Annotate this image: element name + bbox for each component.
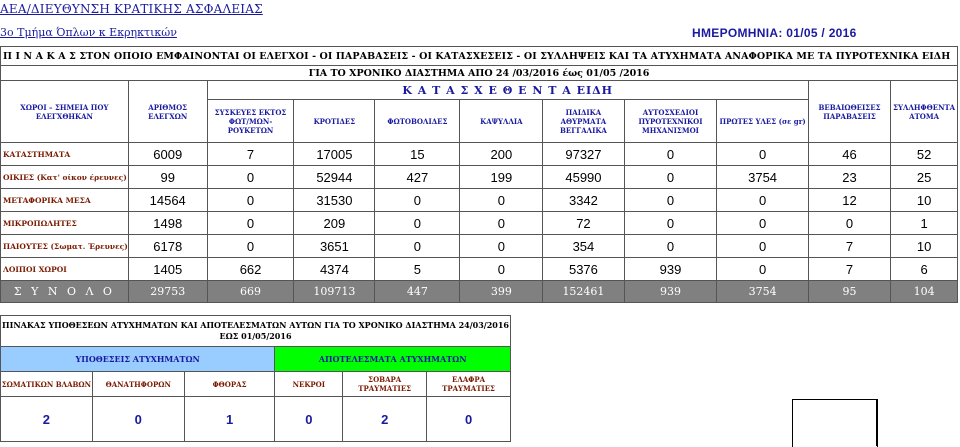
col-header-fatal: ΘΑΝΑΤΗΦΟΡΩΝ [92,372,184,397]
cell-value: 31530 [294,189,375,212]
accident-value: 0 [427,397,511,442]
cell-value: 12 [808,189,890,212]
cell-value: 0 [717,189,808,212]
row-label: ΠΑΙΟΥΤΕΣ (Σωματ. Έρευνες) [1,235,129,258]
accidents-title: ΠΙΝΑΚΑΣ ΥΠΟΘΕΣΕΩΝ ΑΤΥΧΗΜΑΤΩΝ ΚΑΙ ΑΠΟΤΕΛΕΣΜΑΤΩΝ ΑΥΤΩΝ ΓΙΑ ΤΟ ΧΡΟΝΙΚΟ ΔΙΑΣΤΗΜΑ 24/03/2016 ΕΩΣ 01/05/2016 [1,316,511,347]
col-header-damage: ΦΘΟΡΑΣ [184,372,275,397]
col-header-light-injuries: ΕΛΑΦΡΑ ΤΡΑΥΜΑΤΙΕΣ [427,372,511,397]
cell-value: 0 [207,166,294,189]
table-row [1,166,958,189]
col-header-raw-materials: ΠΡΩΤΕΣ ΥΛΕΣ (σε gr) [717,100,808,143]
accident-value: 2 [1,397,93,442]
total-value: 152461 [543,281,624,303]
cell-value: 0 [624,189,717,212]
col-header-firecrackers: ΚΡΟΤΙΔΕΣ [294,100,375,143]
cell-value: 7 [808,258,890,281]
cell-value: 17005 [294,143,375,166]
cell-value: 3651 [294,235,375,258]
accident-results-header: ΑΠΟΤΕΛΕΣΜΑΤΑ ΑΤΥΧΗΜΑΤΩΝ [275,347,511,372]
table-row [1,212,958,235]
cell-value: 52944 [294,166,375,189]
cell-value: 4374 [294,258,375,281]
report-date: ΗΜΕΡΟΜΗΝΙΑ: 01/05 / 2016 [692,26,857,40]
cell-value: 200 [460,143,543,166]
accident-value: 2 [343,397,427,442]
cell-value: 0 [808,212,890,235]
cell-value: 5376 [543,258,624,281]
col-header-flares: ΦΩΤΟΒΟΛΙΔΕΣ [375,100,460,143]
cell-value: 99 [128,166,207,189]
cell-value: 52 [891,143,958,166]
main-table [0,46,958,303]
department-name: 3ο Τμήμα Όπλων κ Εκρηκτικών [0,26,177,39]
row-label: ΜΙΚΡΟΠΩΛΗΤΕΣ [1,212,129,235]
cell-value: 939 [624,258,717,281]
cell-value: 0 [624,235,717,258]
total-value: 939 [624,281,717,303]
total-label: Σ Υ Ν Ο Λ Ο [1,281,129,303]
cell-value: 0 [624,212,717,235]
cell-value: 7 [207,143,294,166]
cell-value: 0 [375,235,460,258]
total-value: 447 [375,281,460,303]
main-title-line2: ΓΙΑ ΤΟ ΧΡΟΝΙΚΟ ΔΙΑΣΤΗΜΑ ΑΠΟ 24 /03/2016 έως 01/05 /2016 [1,66,958,81]
cell-value: 6178 [128,235,207,258]
total-value: 109713 [294,281,375,303]
col-header-violations: ΒΕΒΑΙΩΘΕΙΣΕΣ ΠΑΡΑΒΑΣΕΙΣ [808,81,890,143]
cell-value: 7 [808,235,890,258]
col-header-dead: ΝΕΚΡΟΙ [275,372,343,397]
cell-value: 199 [460,166,543,189]
cell-value: 0 [460,235,543,258]
cell-value: 662 [207,258,294,281]
cell-value: 3754 [717,166,808,189]
cell-value: 5 [375,258,460,281]
cell-value: 46 [808,143,890,166]
agency-title: ΑΕΑ/ΔΙΕΥΘΥΝΣΗ ΚΡΑΤΙΚΗΣ ΑΣΦΑΛΕΙΑΣ [0,2,263,16]
cell-value: 15 [375,143,460,166]
cell-value: 0 [717,235,808,258]
col-header-arrests: ΣΥΛΛΗΦΘΕΝΤΑ ΑΤΟΜΑ [891,81,958,143]
cell-value: 1 [891,212,958,235]
cell-value: 0 [624,143,717,166]
cell-value: 354 [543,235,624,258]
col-header-toys: ΠΑΙΔΙΚΑ ΑΘΥΡΜΑΤΑ ΒΕΓΓΑΛΙΚΑ [543,100,624,143]
cell-value: 0 [375,212,460,235]
cell-value: 23 [808,166,890,189]
accident-value: 0 [92,397,184,442]
cell-value: 0 [717,212,808,235]
cell-value: 1498 [128,212,207,235]
cell-value: 45990 [543,166,624,189]
cell-value: 25 [891,166,958,189]
cell-value: 0 [375,189,460,212]
cell-value: 0 [717,258,808,281]
table-row [1,235,958,258]
total-value: 3754 [717,281,808,303]
cell-value: 0 [460,189,543,212]
total-value: 399 [460,281,543,303]
col-header-caps: ΚΑΨΥΛΛΙΑ [460,100,543,143]
table-row [1,189,958,212]
col-header-places: ΧΩΡΟΙ – ΣΗΜΕΙΑ ΠΟΥ ΕΛΕΓΧΘΗΚΑΝ [1,81,129,143]
seized-items-header: Κ Α Τ Α Σ Χ Ε Θ Ε Ν Τ Α ΕΙΔΗ [207,81,808,100]
cell-value: 10 [891,235,958,258]
main-title-line1: Π Ι Ν Α Κ Α Σ ΣΤΟΝ ΟΠΟΙΟ ΕΜΦΑΙΝΟΝΤΑΙ ΟΙ ΕΛΕΓΧΟΙ - ΟΙ ΠΑΡΑΒΑΣΕΙΣ - ΟΙ ΚΑΤΑΣΧΕΣΕΙΣ - ΟΙ ΣΥΛΛΗΨΕΙΣ ΚΑΙ ΤΑ ΑΤΥΧΗΜΑΤΑ ΑΝΑΦΟΡΙΚΑ ΜΕ ΤΑ ΠΥΡΟΤΕΧΝΙΚΑ ΕΙΔΗ [1,47,958,66]
accidents-table [0,315,511,442]
accident-value: 1 [184,397,275,442]
total-value: 669 [207,281,294,303]
total-value: 29753 [128,281,207,303]
cell-value: 209 [294,212,375,235]
cell-value: 0 [460,212,543,235]
cell-value: 3342 [543,189,624,212]
cell-value: 0 [207,189,294,212]
cell-value: 6009 [128,143,207,166]
total-row [1,281,958,303]
total-value: 104 [891,281,958,303]
table-row [1,143,958,166]
cell-value: 6 [891,258,958,281]
cell-value: 72 [543,212,624,235]
empty-box [792,399,878,447]
cell-value: 0 [207,212,294,235]
table-row [1,258,958,281]
accident-cases-header: ΥΠΟΘΕΣΕΙΣ ΑΤΥΧΗΜΑΤΩΝ [1,347,275,372]
col-header-bodily-harm: ΣΩΜΑΤΙΚΩΝ ΒΛΑΒΩΝ [1,372,93,397]
cell-value: 0 [460,258,543,281]
cell-value: 10 [891,189,958,212]
row-label: ΜΕΤΑΦΟΡΙΚΑ ΜΕΣΑ [1,189,129,212]
cell-value: 97327 [543,143,624,166]
cell-value: 0 [717,143,808,166]
cell-value: 1405 [128,258,207,281]
row-label: ΛΟΙΠΟΙ ΧΩΡΟΙ [1,258,129,281]
col-header-checks: ΑΡΙΘΜΟΣ ΕΛΕΓΧΩΝ [128,81,207,143]
row-label: ΟΙΚΙΕΣ (Κατ' οίκον έρευνες) [1,166,129,189]
empty-box [876,399,959,446]
accident-value: 0 [275,397,343,442]
cell-value: 0 [624,166,717,189]
cell-value: 0 [207,235,294,258]
cell-value: 427 [375,166,460,189]
col-header-devices: ΣΥΣΚΕΥΕΣ ΕΚΤΟΣ ΦΩΤ/ΜΩΝ-ΡΟΥΚΕΤΩΝ [207,100,294,143]
col-header-serious-injuries: ΣΟΒΑΡΑ ΤΡΑΥΜΑΤΙΕΣ [343,372,427,397]
row-label: ΚΑΤΑΣΤΗΜΑΤΑ [1,143,129,166]
total-value: 95 [808,281,890,303]
cell-value: 14564 [128,189,207,212]
col-header-improvised: ΑΥΤΟΣΧΕΔΙΟΙ ΠΥΡΟΤΕΧΝΙΚΟΙ ΜΗΧΑΝΙΣΜΟΙ [624,100,717,143]
